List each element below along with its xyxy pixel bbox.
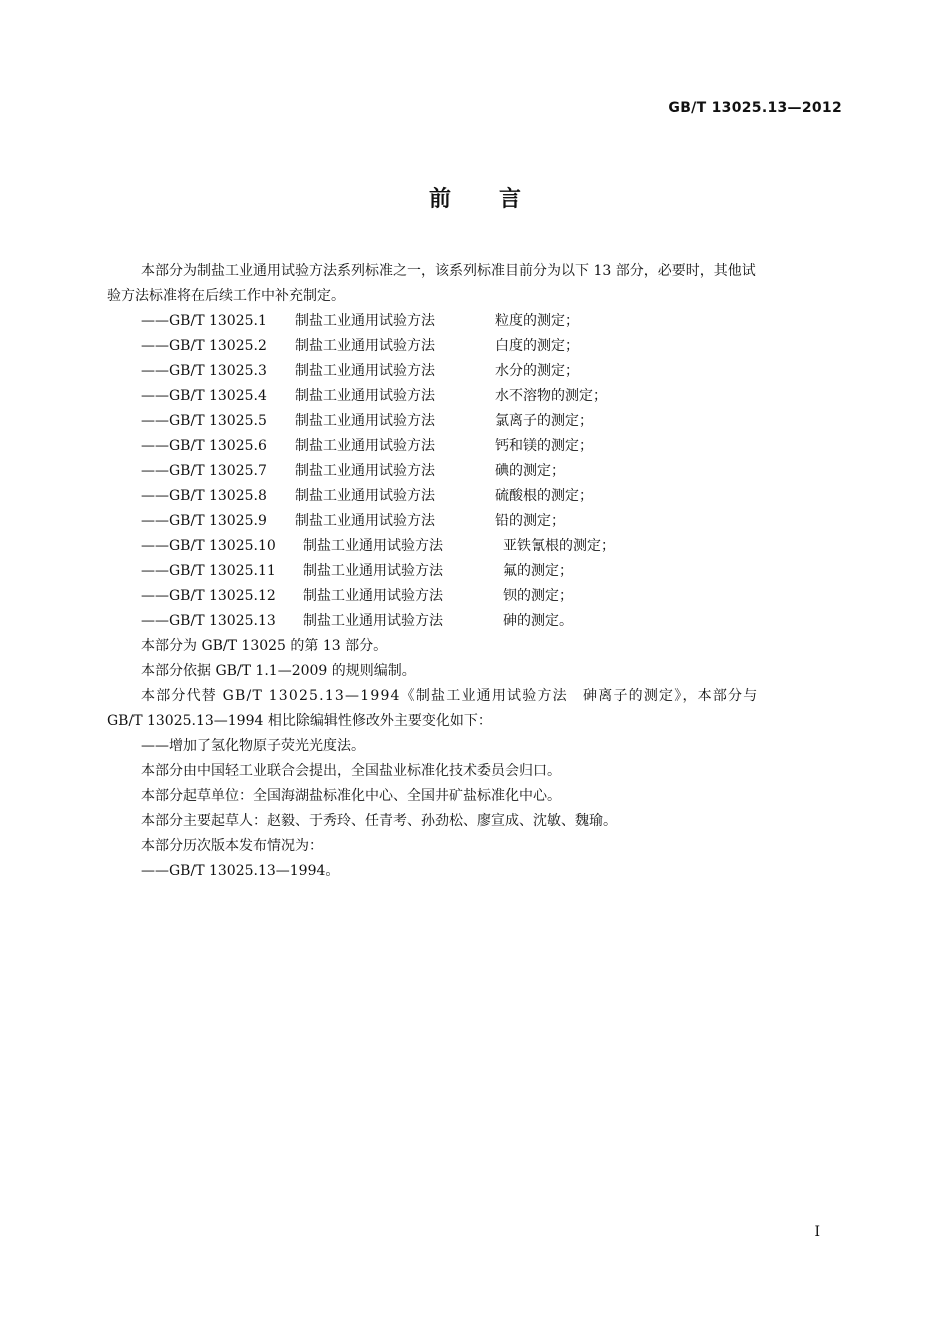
list-item [107,584,843,609]
list-dash: —— [141,313,169,329]
list-dash: —— [141,613,169,629]
rules-statement: 本部分依据 GB/T 1.1—2009 的规则编制。 [141,663,416,679]
intro-line-1: 本部分为制盐工业通用试验方法系列标准之一，该系列标准目前分为以下 13 部分，必要时，其他试 [141,263,756,279]
list-topic: 砷的测定。 [503,613,573,629]
proposed-by-statement: 本部分由中国轻工业联合会提出，全国盐业标准化技术委员会归口。 [141,763,561,779]
list-topic: 铅的测定； [495,513,565,529]
list-item [107,459,843,484]
list-dash: —— [141,388,169,404]
list-name: 制盐工业通用试验方法 [295,463,435,479]
list-item [107,384,843,409]
list-topic: 氯离子的测定； [495,413,593,429]
page-title: 前言 [428,187,569,212]
list-dash: —— [141,538,169,554]
list-dash: —— [141,563,169,579]
list-name: 制盐工业通用试验方法 [295,363,435,379]
list-code: GB/T 13025.8 [169,488,267,504]
list-code: GB/T 13025.5 [169,413,267,429]
parts-list [107,309,843,634]
history-item: ——GB/T 13025.13—1994。 [141,863,340,879]
list-name: 制盐工业通用试验方法 [303,588,443,604]
list-dash: —— [141,488,169,504]
list-item [107,434,843,459]
history-intro: 本部分历次版本发布情况为： [141,838,323,854]
list-topic: 钡的测定； [503,588,573,604]
list-code: GB/T 13025.6 [169,438,267,454]
list-code: GB/T 13025.7 [169,463,267,479]
list-item [107,359,843,384]
list-code: GB/T 13025.13 [169,613,276,629]
list-code: GB/T 13025.4 [169,388,267,404]
list-code: GB/T 13025.10 [169,538,276,554]
list-topic: 硫酸根的测定； [495,488,593,504]
list-name: 制盐工业通用试验方法 [295,438,435,454]
list-dash: —— [141,338,169,354]
list-topic: 碘的测定； [495,463,565,479]
list-item [107,409,843,434]
list-item [107,484,843,509]
replaces-line-2: GB/T 13025.13—1994 相比除编辑性修改外主要变化如下： [107,713,492,729]
list-dash: —— [141,588,169,604]
list-dash: —— [141,413,169,429]
list-name: 制盐工业通用试验方法 [295,338,435,354]
foreword-body [107,259,843,884]
drafters-statement: 本部分主要起草人：赵毅、于秀玲、任青考、孙劲松、廖宣成、沈敏、魏瑜。 [141,813,617,829]
list-dash: —— [141,438,169,454]
list-name: 制盐工业通用试验方法 [295,513,435,529]
list-item [107,609,843,634]
list-code: GB/T 13025.1 [169,313,267,329]
list-code: GB/T 13025.2 [169,338,267,354]
change-item: ——增加了氢化物原子荧光光度法。 [141,738,365,754]
list-name: 制盐工业通用试验方法 [295,488,435,504]
list-dash: —— [141,513,169,529]
intro-paragraph [107,259,843,309]
list-topic: 白度的测定； [495,338,579,354]
list-dash: —— [141,363,169,379]
list-code: GB/T 13025.3 [169,363,267,379]
part-of-statement: 本部分为 GB/T 13025 的第 13 部分。 [141,638,388,654]
list-name: 制盐工业通用试验方法 [295,313,435,329]
standard-code-header: GB/T 13025.13—2012 [668,100,842,116]
list-item [107,309,843,334]
list-name: 制盐工业通用试验方法 [303,538,443,554]
list-topic: 氟的测定； [503,563,573,579]
list-item [107,334,843,359]
list-code: GB/T 13025.9 [169,513,267,529]
drafting-units-statement: 本部分起草单位：全国海湖盐标准化中心、全国井矿盐标准化中心。 [141,788,561,804]
list-item [107,534,843,559]
list-item [107,559,843,584]
list-name: 制盐工业通用试验方法 [303,613,443,629]
list-name: 制盐工业通用试验方法 [295,413,435,429]
page-number: I [814,1224,820,1240]
intro-line-2: 验方法标准将在后续工作中补充制定。 [107,288,345,304]
replaces-line-1: 本部分代替 GB/T 13025.13—1994《制盐工业通用试验方法 砷离子的测定》，本部分与 [141,688,759,704]
list-name: 制盐工业通用试验方法 [295,388,435,404]
list-topic: 钙和镁的测定； [495,438,593,454]
list-code: GB/T 13025.11 [169,563,276,579]
list-dash: —— [141,463,169,479]
list-item [107,509,843,534]
list-topic: 水分的测定； [495,363,579,379]
list-topic: 亚铁氰根的测定； [503,538,615,554]
list-name: 制盐工业通用试验方法 [303,563,443,579]
list-topic: 水不溶物的测定； [495,388,607,404]
list-topic: 粒度的测定； [495,313,579,329]
list-code: GB/T 13025.12 [169,588,276,604]
